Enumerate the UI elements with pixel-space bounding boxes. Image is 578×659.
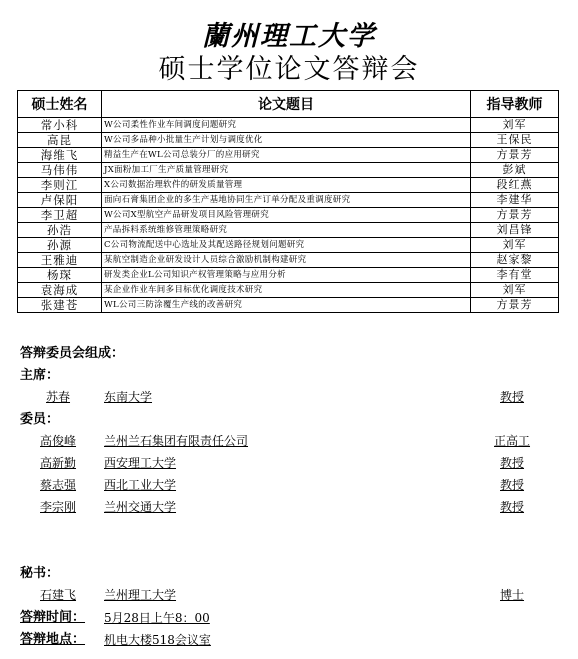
- advisor-name: 刘军: [471, 283, 559, 298]
- thesis-topic: C公司物流配送中心选址及其配送路径规划问题研究: [102, 238, 471, 253]
- member-title: 教授: [500, 456, 525, 470]
- table-row: [18, 253, 559, 268]
- table-row: [18, 163, 559, 178]
- member-name: 李宗刚: [40, 500, 77, 514]
- thesis-topic: JX面粉加工厂生产质量管理研究: [102, 163, 471, 178]
- advisor-name: 刘昌锋: [471, 223, 559, 238]
- advisor-name: 方景芳: [471, 148, 559, 163]
- secretary-org: 兰州理工大学: [104, 588, 177, 602]
- secretary-title: 博士: [500, 588, 525, 602]
- defense-time-value: 5月28日上午8：00: [104, 611, 210, 625]
- column-header-name: 硕士姓名: [18, 91, 102, 118]
- advisor-name: 李有堂: [471, 268, 559, 283]
- student-name: 王雅迪: [18, 253, 102, 268]
- member-name: 高新勤: [40, 456, 77, 470]
- member-title: 正高工: [494, 434, 531, 448]
- student-name: 马伟伟: [18, 163, 102, 178]
- member-title: 教授: [500, 500, 525, 514]
- student-name: 卢保阳: [18, 193, 102, 208]
- member-row: [0, 500, 578, 515]
- defense-time-label: 答辩时间：: [20, 610, 86, 625]
- thesis-topic: WL公司三防涂覆生产线的改善研究: [102, 298, 471, 313]
- student-name: 孙源: [18, 238, 102, 253]
- thesis-table: [17, 90, 559, 313]
- table-row: [18, 268, 559, 283]
- thesis-topic: 精益生产在WL公司总装分厂的应用研究: [102, 148, 471, 163]
- table-header-row: [18, 91, 559, 118]
- member-org: 兰州交通大学: [104, 500, 177, 514]
- advisor-name: 方景芳: [471, 208, 559, 223]
- student-name: 高昆: [18, 133, 102, 148]
- member-row: [0, 478, 578, 493]
- advisor-name: 彭斌: [471, 163, 559, 178]
- thesis-topic: 产品拆料系统维修管理策略研究: [102, 223, 471, 238]
- advisor-name: 李建华: [471, 193, 559, 208]
- member-row: [0, 456, 578, 471]
- defense-place-value: 机电大楼518会议室: [104, 633, 211, 647]
- table-row: [18, 238, 559, 253]
- member-org: 兰州兰石集团有限责任公司: [104, 434, 249, 448]
- student-name: 袁海成: [18, 283, 102, 298]
- student-name: 孙浩: [18, 223, 102, 238]
- member-name: 蔡志强: [40, 478, 77, 492]
- member-org: 西安理工大学: [104, 456, 177, 470]
- advisor-name: 刘军: [471, 238, 559, 253]
- student-name: 海维飞: [18, 148, 102, 163]
- table-row: [18, 193, 559, 208]
- table-row: [18, 118, 559, 133]
- advisor-name: 刘军: [471, 118, 559, 133]
- table-row: [18, 148, 559, 163]
- chair-row: [0, 390, 578, 405]
- thesis-topic: W公司多品种小批量生产计划与调度优化: [102, 133, 471, 148]
- table-row: [18, 298, 559, 313]
- student-name: 张建苍: [18, 298, 102, 313]
- student-name: 杨琛: [18, 268, 102, 283]
- student-name: 常小科: [18, 118, 102, 133]
- table-row: [18, 178, 559, 193]
- advisor-name: 方景芳: [471, 298, 559, 313]
- member-org: 西北工业大学: [104, 478, 177, 492]
- defense-time-row: [20, 610, 560, 626]
- advisor-name: 赵家黎: [471, 253, 559, 268]
- advisor-name: 王保民: [471, 133, 559, 148]
- advisor-name: 段红燕: [471, 178, 559, 193]
- column-header-topic: 论文题目: [102, 91, 471, 118]
- table-row: [18, 133, 559, 148]
- thesis-topic: 某企业作业车间多目标优化调度技术研究: [102, 283, 471, 298]
- member-title: 教授: [500, 478, 525, 492]
- page-title: 硕士学位论文答辩会: [158, 54, 420, 85]
- secretary-label: 秘书：: [20, 566, 60, 581]
- university-logo: 蘭州理工大学: [202, 21, 376, 52]
- thesis-topic: W公司X型航空产品研发项目风险管理研究: [102, 208, 471, 223]
- defense-place-label: 答辩地点：: [20, 632, 86, 647]
- defense-place-row: [20, 632, 560, 648]
- committee-heading: 答辩委员会组成：: [20, 346, 125, 361]
- member-name: 高俊峰: [40, 434, 77, 448]
- thesis-topic: 面向石膏集团企业的多生产基地协同生产订单分配及重调度研究: [102, 193, 471, 208]
- student-name: 李卫超: [18, 208, 102, 223]
- thesis-topic: 某航空制造企业研发设计人员综合激励机制构建研究: [102, 253, 471, 268]
- secretary-row: [0, 588, 578, 603]
- table-row: [18, 283, 559, 298]
- table-row: [18, 223, 559, 238]
- thesis-topic: 研发类企业L公司知识产权管理策略与应用分析: [102, 268, 471, 283]
- chair-label: 主席：: [20, 368, 60, 383]
- chair-org: 东南大学: [104, 390, 153, 404]
- members-label: 委员：: [20, 412, 60, 427]
- table-row: [18, 208, 559, 223]
- chair-name: 苏春: [46, 390, 71, 404]
- chair-title: 教授: [500, 390, 525, 404]
- student-name: 李则江: [18, 178, 102, 193]
- member-row: [0, 434, 578, 449]
- thesis-topic: X公司数据治理软件的研发质量管理: [102, 178, 471, 193]
- thesis-topic: W公司柔性作业车间调度问题研究: [102, 118, 471, 133]
- column-header-advisor: 指导教师: [471, 91, 559, 118]
- secretary-name: 石建飞: [40, 588, 77, 602]
